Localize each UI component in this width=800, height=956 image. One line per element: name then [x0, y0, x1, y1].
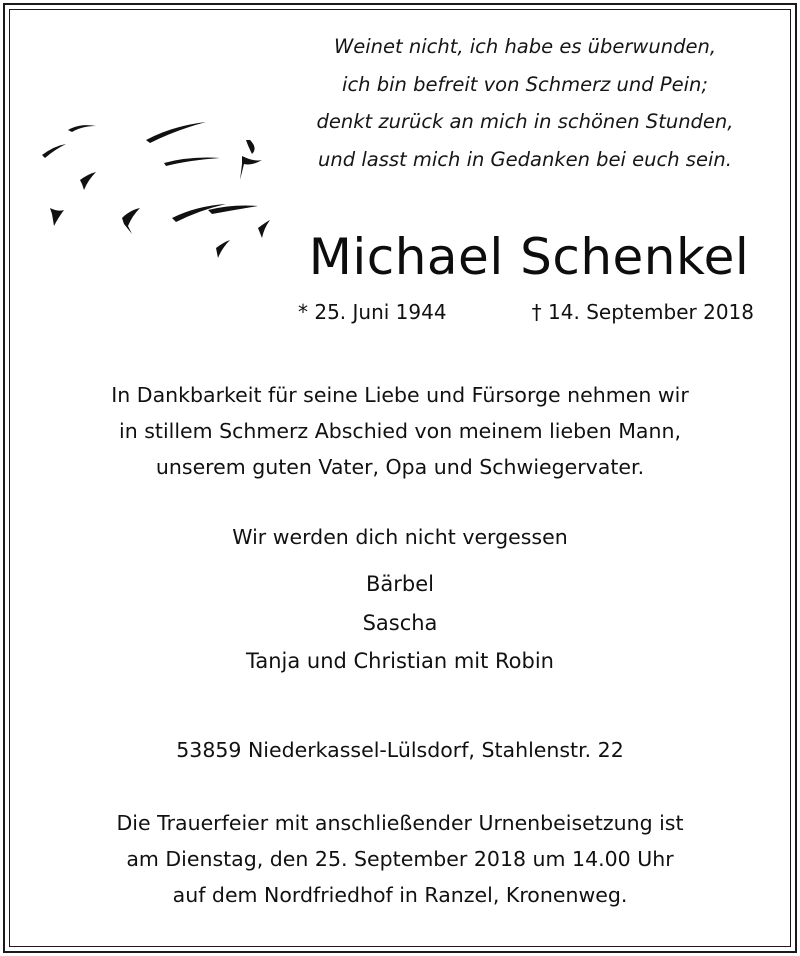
family-address: 53859 Niederkassel-Lülsdorf, Stahlenstr. 22 — [176, 738, 624, 762]
signer-name: Bärbel — [366, 572, 434, 596]
poem-line: und lasst mich in Gedanken bei euch sein. — [318, 147, 732, 171]
funeral-line: am Dienstag, den 25. September 2018 um 14.00 Uhr — [126, 847, 674, 871]
message-paragraph — [20, 377, 780, 485]
poem-line: Weinet nicht, ich habe es überwunden, — [333, 35, 717, 58]
message-line: unserem guten Vater, Opa und Schwiegervater. — [155, 455, 645, 479]
signer-name: Sascha — [362, 610, 438, 635]
death-date: † 14. September 2018 — [531, 300, 754, 324]
funeral-line: Die Trauerfeier mit anschließender Urnenbeisetzung ist — [116, 811, 684, 835]
remembrance-line: Wir werden dich nicht vergessen — [232, 525, 568, 549]
poem-line: ich bin befreit von Schmerz und Pein; — [342, 72, 708, 96]
funeral-line: auf dem Nordfriedhof in Ranzel, Kronenweg. — [172, 883, 628, 907]
message-line: in stillem Schmerz Abschied von meinem lieben Mann, — [119, 419, 681, 443]
flying-birds-icon — [30, 110, 290, 280]
poem — [280, 28, 770, 178]
birth-date: * 25. Juni 1944 — [298, 300, 447, 324]
funeral-details — [20, 805, 780, 913]
signer-name: Tanja und Christian mit Robin — [245, 649, 554, 673]
deceased-name: Michael Schenkel — [308, 228, 750, 286]
poem-line: denkt zurück an mich in schönen Stunden, — [316, 110, 734, 133]
life-dates — [292, 296, 762, 328]
message-line: In Dankbarkeit für seine Liebe und Fürsorge nehmen wir — [111, 383, 689, 407]
signers-list — [20, 565, 780, 681]
